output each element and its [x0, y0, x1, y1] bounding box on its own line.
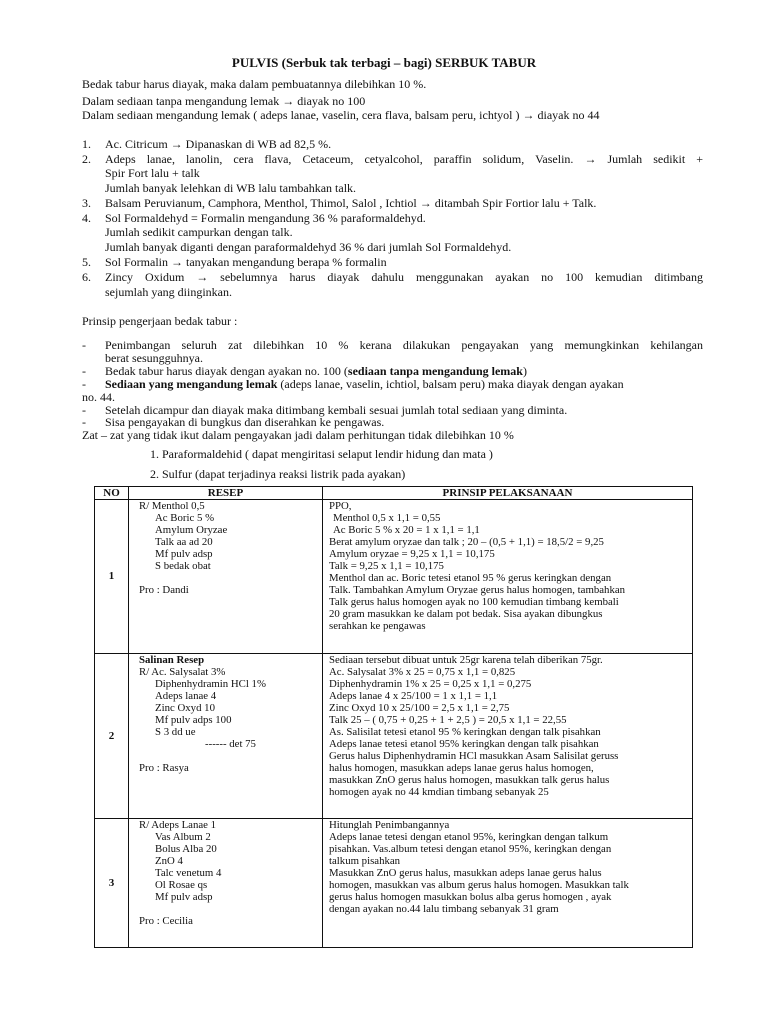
bullet-dash: -	[82, 403, 86, 417]
resep-line: R/ Menthol 0,5	[139, 500, 205, 512]
prinsip-line: Adeps lanae tetesi dengan etanol 95%, keringkan dengan talkum	[329, 831, 609, 843]
table-row	[95, 654, 693, 819]
prinsip-line: serahkan ke pengawas	[329, 620, 426, 632]
prinsip-line: Berat amylum oryzae dan talk ; 20 – (0,5 + 1,1) = 18,5/2 = 9,25	[329, 536, 604, 548]
list-item-cont: Jumlah sedikit campurkan dengan talk.	[105, 225, 293, 239]
zat-item: 1. Paraformaldehid ( dapat mengiritasi selaput lendir hidung dan mata )	[150, 447, 493, 461]
list-item: Zincy Oxidum → sebelumnya harus diayak dahulu menggunakan ayakan no 100 kemudian ditimbang	[105, 270, 703, 284]
prinsip-line: PPO,	[329, 500, 352, 512]
resep-line: Mf pulv adsp	[155, 548, 213, 560]
resep-line: S bedak obat	[155, 560, 211, 572]
resep-cell	[129, 500, 323, 654]
page-title: PULVIS (Serbuk tak terbagi – bagi) SERBUK TABUR	[231, 55, 537, 70]
prinsip-line: homogen ayak no 44 kmdian timbang sebanyak 25	[329, 786, 549, 798]
bullet-text: )	[522, 364, 527, 378]
list-number: 3.	[82, 196, 91, 210]
bullet-item: Sisa pengayakan di bungkus dan diserahkan ke pengawas.	[105, 415, 385, 429]
row-number: 3	[95, 819, 129, 948]
prinsip-cell	[323, 654, 693, 819]
zat-line: Zat – zat yang tidak ikut dalam pengayakan jadi dalam perhitungan tidak dilebihkan 10 %	[82, 428, 514, 442]
prinsip-cell	[323, 500, 693, 654]
recipe-table	[94, 486, 693, 948]
resep-line: Adeps lanae 4	[155, 690, 217, 702]
list-number: 4.	[82, 211, 91, 225]
prinsip-line: homogen, masukkan vas album gerus halus homogen. Masukkan talk	[329, 879, 629, 891]
resep-line: Mf pulv adsp	[155, 891, 213, 903]
prinsip-line: 20 gram masukkan ke dalam pot bedak. Sisa ayakan dibungkus	[329, 608, 603, 620]
table-row	[95, 819, 693, 948]
prinsip-line: Talk gerus halus homogen ayak no 100 kemudian timbang kembali	[329, 596, 619, 608]
resep-line: ------ det 75	[205, 738, 256, 750]
prinsip-cell	[323, 819, 693, 948]
resep-line: Bolus Alba 20	[155, 843, 217, 855]
prinsip-line: Masukkan ZnO gerus halus, masukkan adeps lanae gerus halus	[329, 867, 602, 879]
prinsip-line: dengan ayakan no.44 lalu timbang sebanyak 31 gram	[329, 903, 559, 915]
resep-line: Ac Boric 5 %	[155, 512, 215, 524]
prinsip-line: Menthol dan ac. Boric tetesi etanol 95 % gerus keringkan dengan	[329, 572, 612, 584]
prinsip-line: Menthol 0,5 x 1,1 = 0,55	[333, 512, 441, 524]
list-item-cont: sejumlah yang diinginkan.	[105, 285, 232, 299]
prinsip-line: pisahkan. Vas.album tetesi dengan etanol 95%, keringkan dengan	[329, 843, 612, 855]
bullet-item-cont: berat sesungguhnya.	[105, 351, 203, 365]
resep-line: S 3 dd ue	[155, 726, 196, 738]
bullet-text: (adeps lanae, vaselin, ichtiol, balsam peru) maka diayak dengan ayakan	[277, 377, 624, 391]
prinsip-heading: Prinsip pengerjaan bedak tabur :	[82, 314, 238, 328]
resep-line: Pro : Rasya	[139, 762, 189, 774]
list-number: 5.	[82, 255, 91, 269]
prinsip-line: talkum pisahkan	[329, 855, 401, 867]
resep-line: Vas Album 2	[155, 831, 211, 843]
prinsip-line: Adeps lanae 4 x 25/100 = 1 x 1,1 = 1,1	[329, 690, 498, 702]
prinsip-line: Adeps lanae tetesi etanol 95% keringkan dengan talk pisahkan	[329, 738, 599, 750]
prinsip-line: Hitunglah Penimbangannya	[329, 819, 450, 831]
table-header-row	[95, 487, 693, 500]
list-number: 6.	[82, 270, 91, 284]
prinsip-line: Gerus halus Diphenhydramin HCl masukkan Asam Salisilat geruss	[329, 750, 619, 762]
intro-line: Dalam sediaan mengandung lemak ( adeps lanae, vaselin, cera flava, balsam peru, ichtyol ) → diayak no 44	[82, 108, 600, 122]
resep-line: Mf pulv adps 100	[155, 714, 232, 726]
resep-line: ZnO 4	[155, 855, 183, 867]
zat-item: 2. Sulfur (dapat terjadinya reaksi listrik pada ayakan)	[150, 467, 406, 481]
resep-cell	[129, 819, 323, 948]
prinsip-line: Ac Boric 5 % x 20 = 1 x 1,1 = 1,1	[333, 524, 480, 536]
resep-line: Zinc Oxyd 10	[155, 702, 215, 714]
header-no: NO	[95, 487, 129, 500]
list-item: Ac. Citricum → Dipanaskan di WB ad 82,5 %.	[105, 137, 332, 151]
list-item: Balsam Peruvianum, Camphora, Menthol, Thimol, Salol , Ichtiol → ditambah Spir Fortior lalu + Talk.	[105, 196, 597, 210]
resep-line: Pro : Dandi	[139, 584, 189, 596]
bullet-item: Penimbangan seluruh zat dilebihkan 10 % kerana dilakukan pengayakan yang memungkinkan kehilangan	[105, 338, 703, 352]
resep-line: R/ Adeps Lanae 1	[139, 819, 217, 831]
prinsip-line: Talk = 9,25 x 1,1 = 10,175	[329, 560, 444, 572]
salinan-resep-title: Salinan Resep	[139, 654, 205, 666]
prinsip-line: Zinc Oxyd 10 x 25/100 = 2,5 x 1,1 = 2,75	[329, 702, 510, 714]
prinsip-line: masukkan ZnO gerus halus homogen, masukkan talk gerus halus	[329, 774, 610, 786]
bullet-text: Bedak tabur harus diayak dengan ayakan no. 100 (	[105, 364, 348, 378]
bullet-dash: -	[82, 364, 86, 378]
list-item: Sol Formalin → tanyakan mengandung berapa % formalin	[105, 255, 387, 269]
intro-line: Dalam sediaan tanpa mengandung lemak → diayak no 100	[82, 94, 366, 108]
bullet-item	[105, 377, 624, 392]
list-item: Sol Formaldehyd = Formalin mengandung 36 % paraformaldehyd.	[105, 211, 426, 225]
row-number: 1	[95, 500, 129, 654]
resep-line: Diphenhydramin HCl 1%	[155, 678, 266, 690]
bullet-dash: -	[82, 338, 86, 352]
prinsip-line: gerus halus homogen masukkan bolus alba gerus homogen , ayak	[329, 891, 612, 903]
bullet-dash: -	[82, 377, 86, 391]
list-number: 1.	[82, 137, 91, 151]
prinsip-line: halus homogen, masukkan adeps lanae gerus halus homogen,	[329, 762, 594, 774]
resep-line: Talk aa ad 20	[155, 536, 213, 548]
bullet-item: Setelah dicampur dan diayak maka ditimbang kembali sesuai jumlah total sediaan yang diminta.	[105, 403, 568, 417]
list-item: Adeps lanae, lanolin, cera flava, Cetaceum, cetyalcohol, paraffin solidum, Vaselin. → Jumlah sedikit +	[105, 152, 703, 166]
bullet-dash: -	[82, 415, 86, 429]
intro-line: Bedak tabur harus diayak, maka dalam pembuatannya dilebihkan 10 %.	[82, 77, 427, 91]
bullet-bold-text: sediaan tanpa mengandung lemak	[347, 364, 523, 378]
bullet-bold-text: Sediaan yang mengandung lemak	[105, 377, 278, 391]
row-number: 2	[95, 654, 129, 819]
resep-cell	[129, 654, 323, 819]
prinsip-line: Amylum oryzae = 9,25 x 1,1 = 10,175	[329, 548, 495, 560]
bullet-item-cont: no. 44.	[82, 390, 115, 404]
table-row	[95, 500, 693, 654]
prinsip-line: Diphenhydramin 1% x 25 = 0,25 x 1,1 = 0,275	[329, 678, 532, 690]
resep-line: Amylum Oryzae	[155, 524, 228, 536]
prinsip-line: Talk 25 – ( 0,75 + 0,25 + 1 + 2,5 ) = 20,5 x 1,1 = 22,55	[329, 714, 567, 726]
prinsip-line: Sediaan tersebut dibuat untuk 25gr karena telah diberikan 75gr.	[329, 654, 603, 666]
resep-line: Talc venetum 4	[155, 867, 222, 879]
resep-line: R/ Ac. Salysalat 3%	[139, 666, 226, 678]
header-prinsip: PRINSIP PELAKSANAAN	[323, 487, 693, 500]
list-number: 2.	[82, 152, 91, 166]
header-resep: RESEP	[129, 487, 323, 500]
prinsip-line: As. Salisilat tetesi etanol 95 % keringkan dengan talk pisahkan	[329, 726, 601, 738]
prinsip-line: Talk. Tambahkan Amylum Oryzae gerus halus homogen, tambahkan	[329, 584, 626, 596]
resep-line: Ol Rosae qs	[155, 879, 208, 891]
list-item-cont: Jumlah banyak lelehkan di WB lalu tambahkan talk.	[105, 181, 357, 195]
list-item-cont: Jumlah banyak diganti dengan paraformaldehyd 36 % dari jumlah Sol Formaldehyd.	[105, 240, 512, 254]
prinsip-line: Ac. Salysalat 3% x 25 = 0,75 x 1,1 = 0,825	[329, 666, 516, 678]
resep-line: Pro : Cecilia	[139, 915, 193, 927]
list-item-cont: Spir Fort lalu + talk	[105, 166, 200, 180]
